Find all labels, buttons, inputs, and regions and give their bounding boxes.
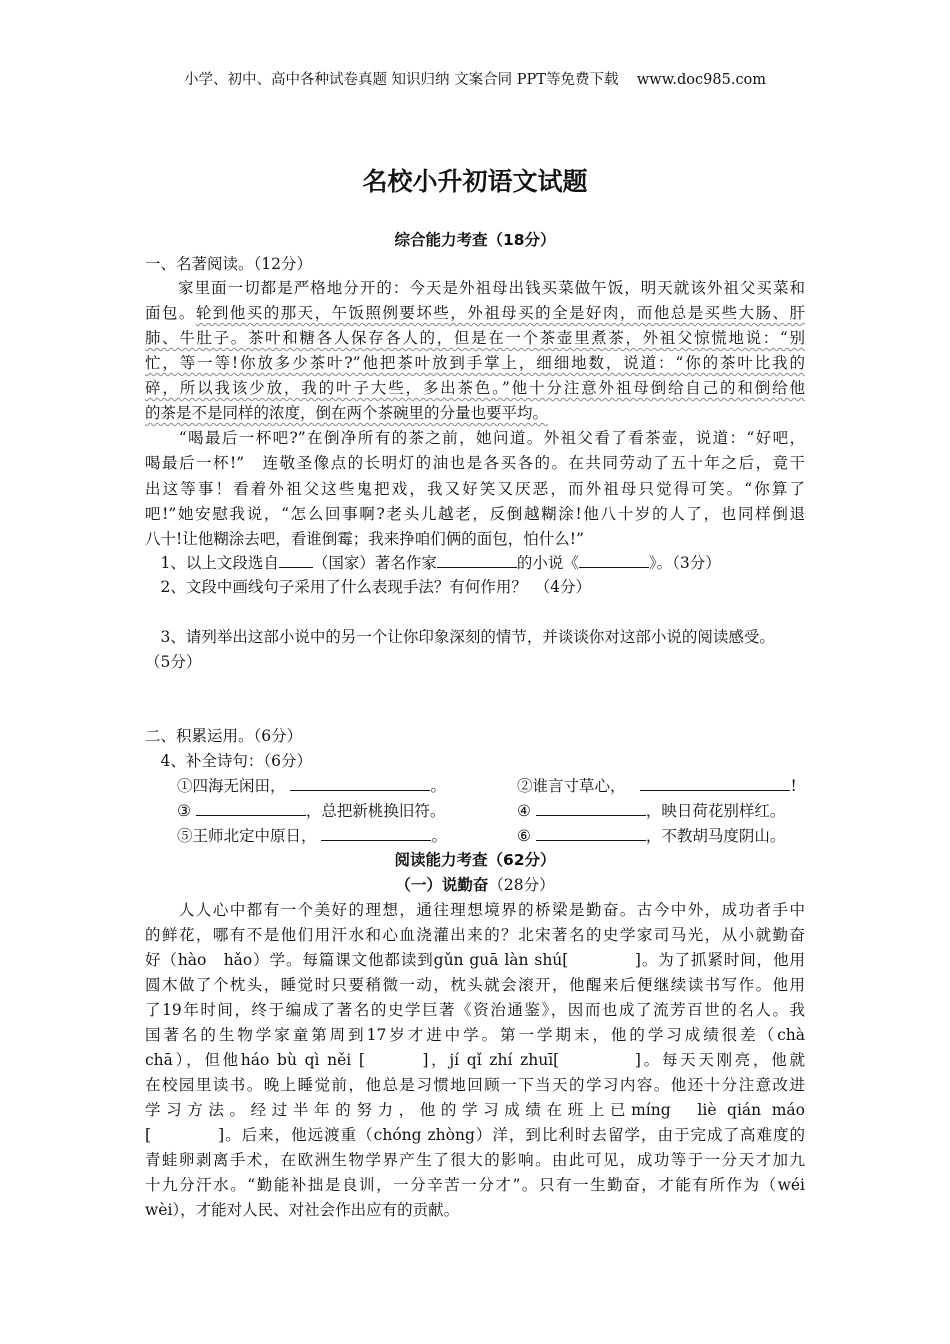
poem-5 bbox=[177, 825, 477, 847]
poem-text: ⑤王师北定中原日， bbox=[177, 827, 317, 845]
passage-line: wèi），才能对人民、对社会作出应有的贡献。 bbox=[145, 1201, 460, 1219]
poem-text: ，总把新桃换旧符。 bbox=[305, 802, 446, 820]
passage-line: 好（hào hǎo）学。每篇课文他都读到gǔn guā làn shú[ ]。为了抓紧时间，他用 bbox=[145, 951, 805, 969]
question-4 bbox=[145, 750, 805, 772]
passage-line: 八十!让他糊涂去吧，看谁倒霉；我来挣咱们俩的面包，怕什么!” bbox=[145, 530, 584, 548]
blank-country[interactable] bbox=[279, 552, 313, 568]
underlined-line: 忙，等一等!你放多少茶叶?”他把茶叶放到手掌上，细细地数，说道：“你的茶叶比我的 bbox=[145, 354, 805, 372]
passage-text: 面包。 bbox=[145, 304, 196, 322]
q1-text-a: 1、以上文段选自 bbox=[160, 554, 279, 572]
passage-line: 国著名的生物学家童第周到17岁才进中学。第一学期末，他的学习成绩很差（chà bbox=[145, 1026, 805, 1044]
passage-line: 在校园里读书。晚上睡觉前，他总是习惯地回顾一下当天的学习内容。他还十分注意改进 bbox=[145, 1076, 805, 1094]
blank-novel[interactable] bbox=[579, 552, 649, 568]
passage-line: 吧!”她安慰我说，“怎么回事啊?老头儿越老，反倒越糊涂!他八十岁的人了，也同样倒退 bbox=[145, 505, 805, 523]
q1-text-b: （国家）著名作家 bbox=[312, 554, 437, 572]
q3-text: 3、请列举出这部小说中的另一个让你印象深刻的情节，并谈谈你对这部小说的阅读感受。 bbox=[160, 628, 775, 646]
poem-text: ③ bbox=[177, 802, 191, 820]
passage-line: [ ]。后来，他远渡重（chóng zhòng）洋，到比利时去留学，由于完成了高难度的 bbox=[145, 1126, 805, 1144]
poem-6 bbox=[517, 825, 817, 847]
passage-line: 人人心中都有一个美好的理想，通往理想境界的桥梁是勤奋。古今中外，成功者手中 bbox=[145, 901, 805, 919]
section-heading-comprehensive: 综合能力考查（18分） bbox=[394, 231, 556, 249]
q2-text: 2、文段中画线句子采用了什么表现手法？有何作用？ （4分） bbox=[160, 578, 591, 596]
passage-line: 的鲜花，哪有不是他们用汗水和心血浇灌出来的？北宋著名的史学家司马光，从小就勤奋 bbox=[145, 926, 805, 944]
passage-line: “喝最后一杯吧?”在倒净所有的茶之前，她问道。外祖父看了看茶壶，说道：“好吧， bbox=[145, 429, 805, 447]
poem-4 bbox=[517, 800, 817, 822]
passage-line: 十九分汗水。“勤能补拙是良训，一分辛苦一分才”。只有一生勤奋，才能有所作为（wéi bbox=[145, 1176, 805, 1194]
poem-blank[interactable] bbox=[536, 800, 646, 816]
underlined-sentence: 轮到他买的那天，午饭照例要坏些，外祖母买的全是好肉，而他总是买些大肠、肝 bbox=[195, 304, 805, 322]
poem-2 bbox=[517, 775, 817, 797]
passage-line: 圆木做了个枕头，睡觉时只要稍微一动，枕头就会滚开，他醒来后便继续读书写作。他用 bbox=[145, 976, 805, 994]
subsection-heading bbox=[0, 874, 950, 896]
underlined-line: 碎，所以我该少放，我的叶子大些，多出茶色。”他十分注意外祖母倒给自己的和倒给他 bbox=[145, 379, 805, 397]
poem-text: ，不教胡马度阴山。 bbox=[645, 827, 786, 845]
question-2 bbox=[145, 576, 805, 598]
poem-text: 。 bbox=[431, 827, 447, 845]
poem-1 bbox=[177, 775, 477, 797]
subsection-score: （28分） bbox=[488, 876, 555, 894]
q1-text-d: 》。（3分） bbox=[648, 554, 721, 572]
question-3-score: （5分） bbox=[145, 653, 202, 671]
passage-line: 家里面一切都是严格地分开的：今天是外祖母出钱买菜做午饭，明天就该外祖父买菜和 bbox=[145, 279, 805, 297]
passage-line: 学习方法。经过半年的努力，他的学习成绩在班上已míng liè qián máo bbox=[145, 1101, 805, 1119]
blank-author[interactable] bbox=[437, 552, 517, 568]
passage-line bbox=[145, 302, 805, 324]
poem-text: ! bbox=[790, 777, 797, 795]
poem-blank[interactable] bbox=[290, 775, 430, 791]
q1-text-c: 的小说《 bbox=[516, 554, 579, 572]
part-heading-classics: 一、名著阅读。（12分） bbox=[145, 255, 312, 273]
passage-line: 青蛙卵剥离手术，在欧洲生物学界产生了很大的影响。由此可见，成功等于一分天才加九 bbox=[145, 1151, 805, 1169]
underlined-sentence: 的茶是不是同样的浓度，倒在两个茶碗里的分量也要平均。 bbox=[145, 404, 549, 422]
passage-line: 了19年时间，终于编成了著名的史学巨著《资治通鉴》，因而也成了流芳百世的名人。我 bbox=[145, 1001, 805, 1019]
passage-line: chā），但他háo bù qì něi [ ]，jí qǐ zhí zhuī[ ]。每天天刚亮，他就 bbox=[145, 1051, 805, 1069]
part-heading-accumulation: 二、积累运用。（6分） bbox=[145, 727, 303, 745]
poem-blank[interactable] bbox=[196, 800, 306, 816]
poem-text: 。 bbox=[430, 777, 446, 795]
poem-3 bbox=[177, 800, 477, 822]
question-1 bbox=[145, 552, 805, 574]
passage-line: 出这等事！看着外祖父这些鬼把戏，我又好笑又厌恶，而外祖母只觉得可笑。“你算了 bbox=[145, 480, 805, 498]
poem-blank[interactable] bbox=[536, 825, 646, 841]
section-heading-reading: 阅读能力考查（62分） bbox=[394, 851, 556, 869]
poem-text: ⑥ bbox=[517, 827, 531, 845]
page-header: 小学、初中、高中各种试卷真题 知识归纳 文案合同 PPT等免费下载 www.doc985.com bbox=[183, 72, 767, 88]
poem-text: ，映日荷花别样红。 bbox=[645, 802, 786, 820]
subsection-title: （一）说勤奋 bbox=[395, 876, 489, 894]
underlined-line: 肺、牛肚子。茶叶和糖各人保存各人的，但是在一个茶壶里煮茶，外祖父惊慌地说：“别 bbox=[145, 329, 805, 347]
poem-text: ②谁言寸草心， bbox=[517, 777, 626, 795]
passage-line: 喝最后一杯!” 连敬圣像点的长明灯的油也是各买各的。在共同劳动了五十年之后，竟干 bbox=[145, 454, 805, 472]
underlined-line bbox=[145, 402, 805, 424]
q4-text: 4、补全诗句：（6分） bbox=[160, 752, 312, 770]
poem-text: ①四海无闲田， bbox=[177, 777, 286, 795]
poem-text: ④ bbox=[517, 802, 531, 820]
poem-blank[interactable] bbox=[640, 775, 790, 791]
page-title: 名校小升初语文试题 bbox=[362, 167, 588, 196]
question-3 bbox=[145, 626, 805, 648]
poem-blank[interactable] bbox=[321, 825, 431, 841]
